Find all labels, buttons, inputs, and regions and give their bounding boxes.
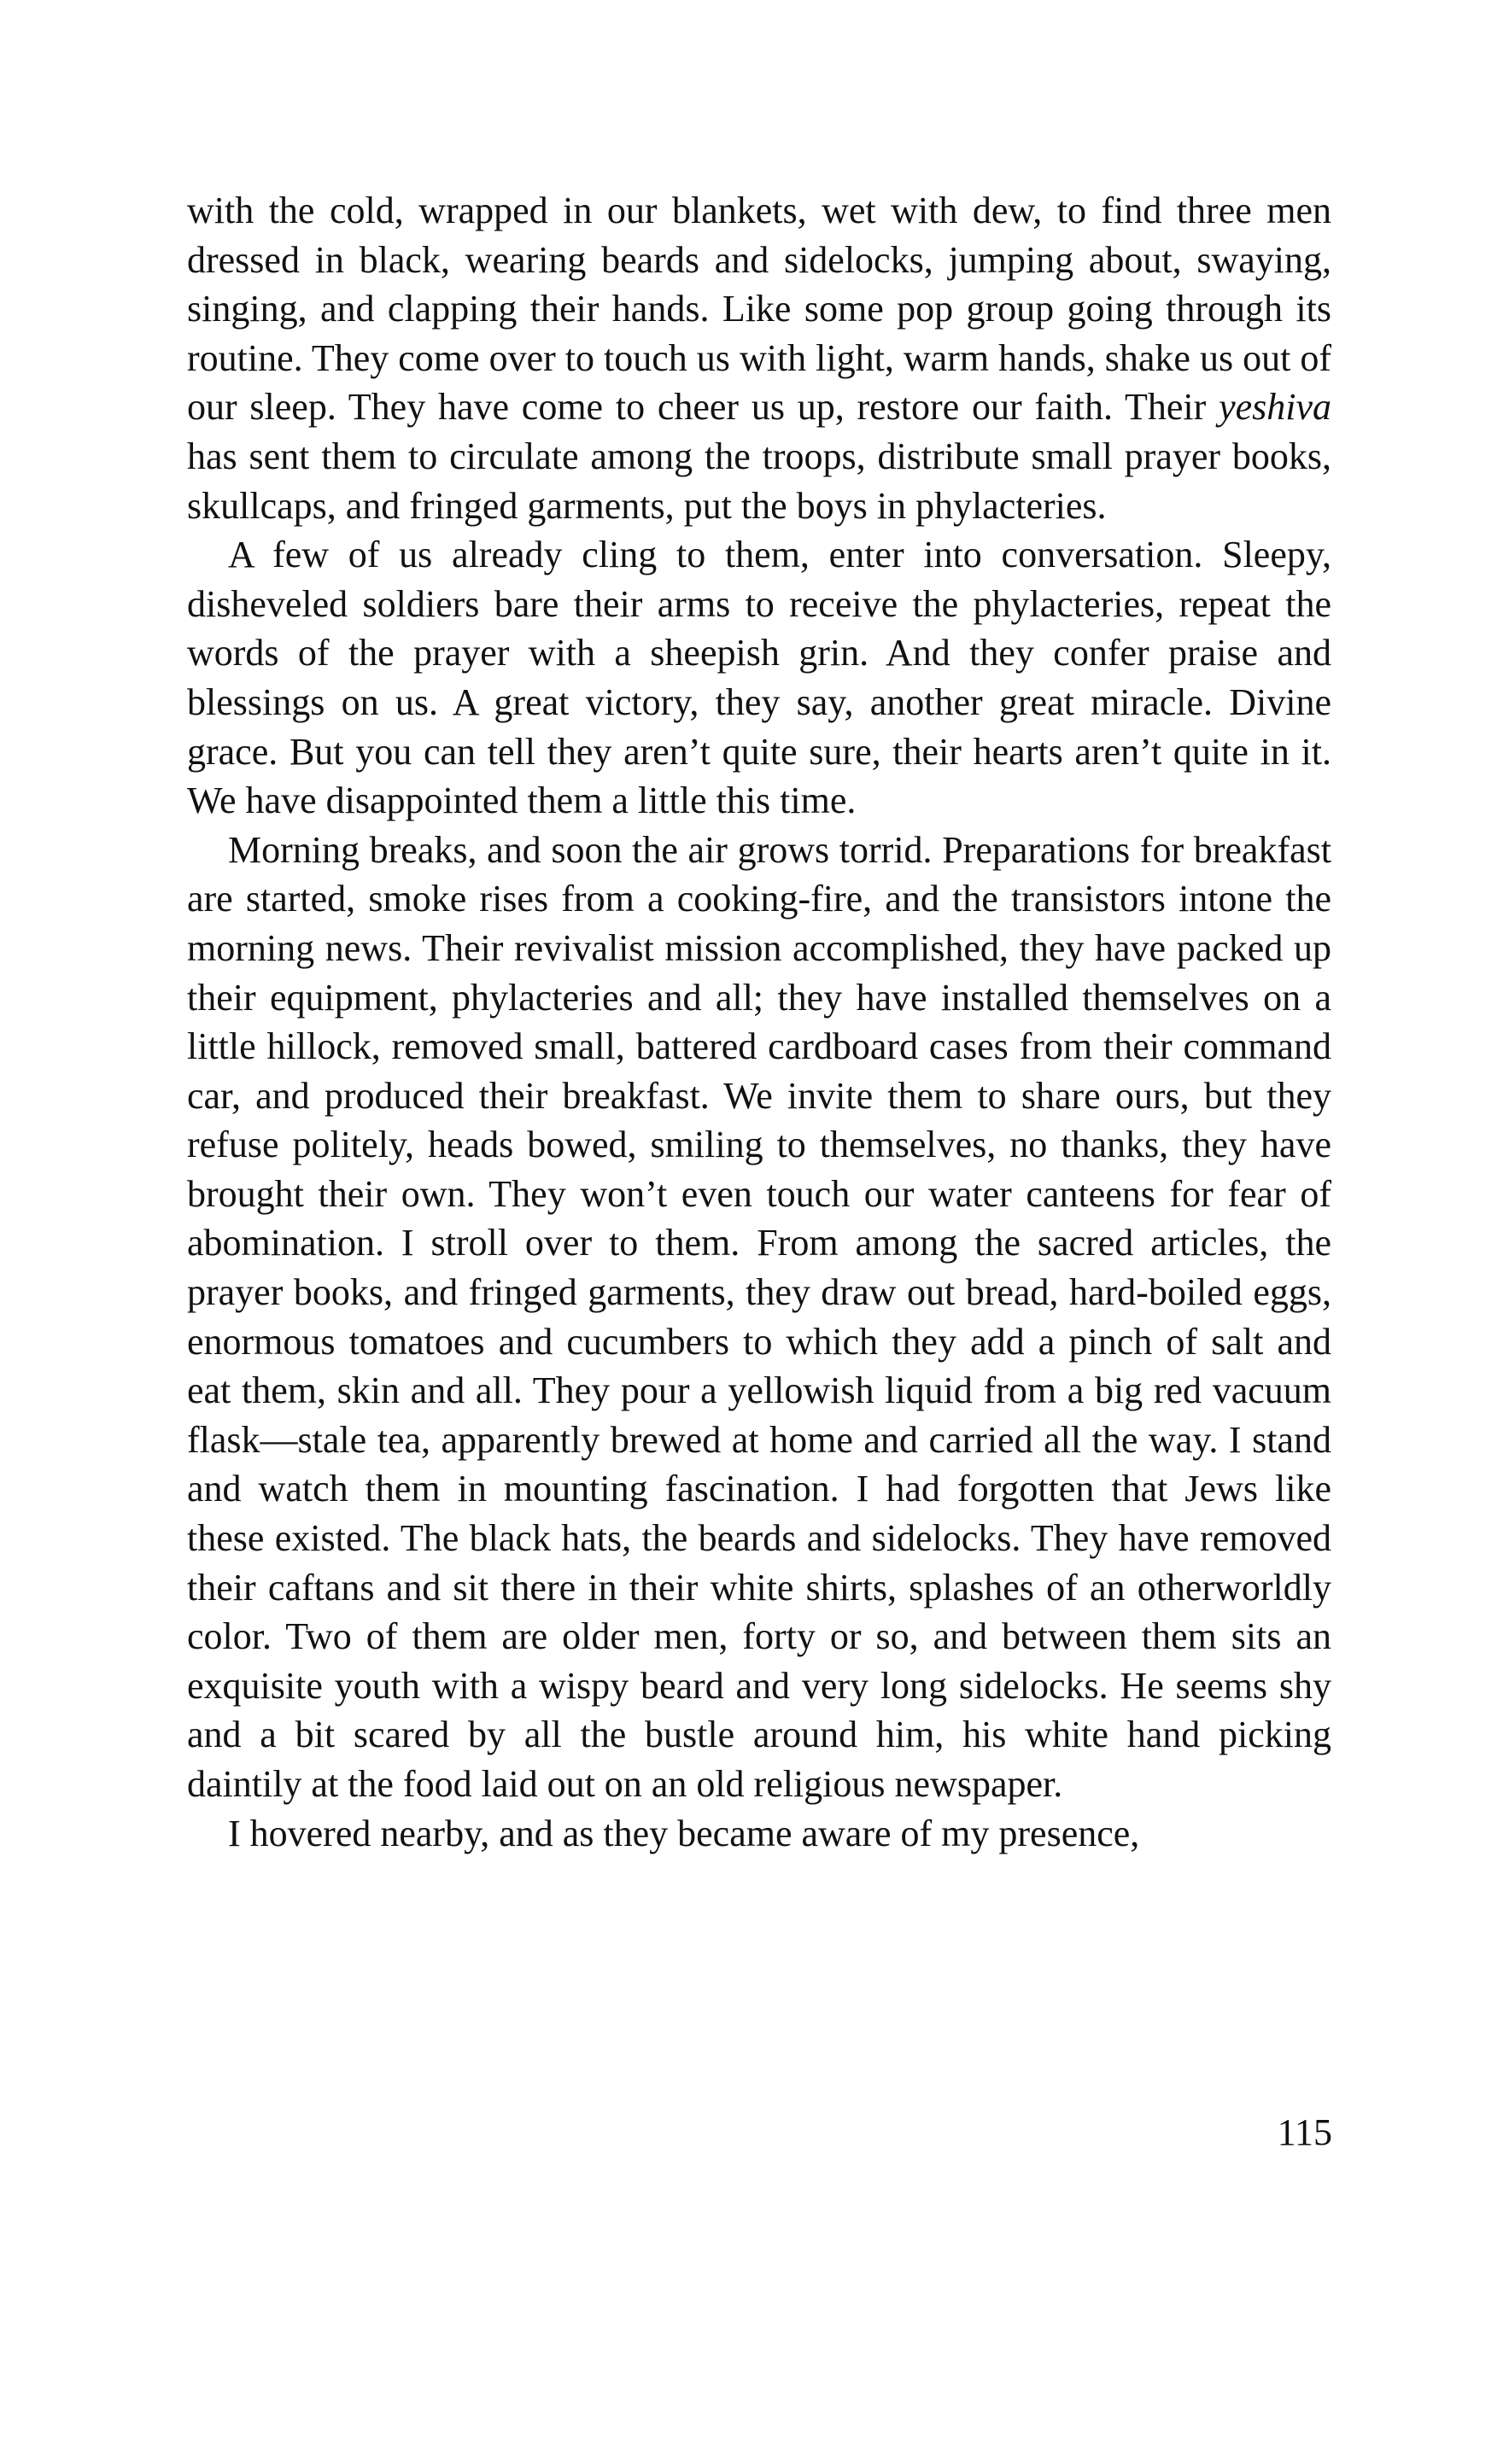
paragraph-1-text-b: has sent them to circulate among the troops, distribute small prayer books, skullcaps, and fringed garments, put the boys in phylacteries. [187, 435, 1331, 527]
italic-term-yeshiva: yeshiva [1219, 386, 1331, 429]
paragraph-2: A few of us already cling to them, enter into conversation. Sleepy, disheveled soldiers bare their arms to receive the phylacteries, repeat the words of the prayer with a sheepish grin. And they confer praise and blessings on us. A great victory, they say, another great miracle. Divine grace. But you can tell they aren’t quite sure, their hearts aren’t quite in it. We have disappointed them a little this time. [187, 534, 1331, 822]
paragraph-continued [187, 186, 1331, 530]
paragraph-1-text-a: with the cold, wrapped in our blankets, wet with dew, to find three men dressed in black, wearing beards and sidelocks, jumping about, swaying, singing, and clapping their hands. Like some pop group going through its routine. They come over to touch us with light, warm hands, shake us out of our sleep. They have come to cheer us up, restore our faith. Their [187, 190, 1331, 429]
body-text [187, 186, 1331, 1858]
page-number: 115 [1277, 2111, 1332, 2153]
paragraph-4: I hovered nearby, and as they became aware of my presence, [228, 1812, 1140, 1854]
paragraph-3: Morning breaks, and soon the air grows torrid. Preparations for breakfast are started, smoke rises from a cooking-fire, and the transistors intone the morning news. Their revivalist mission accomplished, they have packed up their equipment, phylacteries and all; they have installed themselves on a little hillock, removed small, battered cardboard cases from their command car, and produced their breakfast. We invite them to share ours, but they refuse politely, heads bowed, smiling to themselves, no thanks, they have brought their own. They won’t even touch our water canteens for fear of abomination. I stroll over to them. From among the sacred articles, the prayer books, and fringed garments, they draw out bread, hard-boiled eggs, enormous tomatoes and cucumbers to which they add a pinch of salt and eat them, skin and all. They pour a yellowish liquid from a big red vacuum flask—stale tea, apparently brewed at home and carried all the way. I stand and watch them in mounting fascination. I had forgotten that Jews like these existed. The black hats, the beards and sidelocks. They have removed their caftans and sit there in their white shirts, splashes of an otherworldly color. Two of them are older men, forty or so, and between them sits an exquisite youth with a wispy beard and very long sidelocks. He seems shy and a bit scared by all the bustle around him, his white hand picking daintily at the food laid out on an old religious newspaper. [187, 828, 1331, 1805]
